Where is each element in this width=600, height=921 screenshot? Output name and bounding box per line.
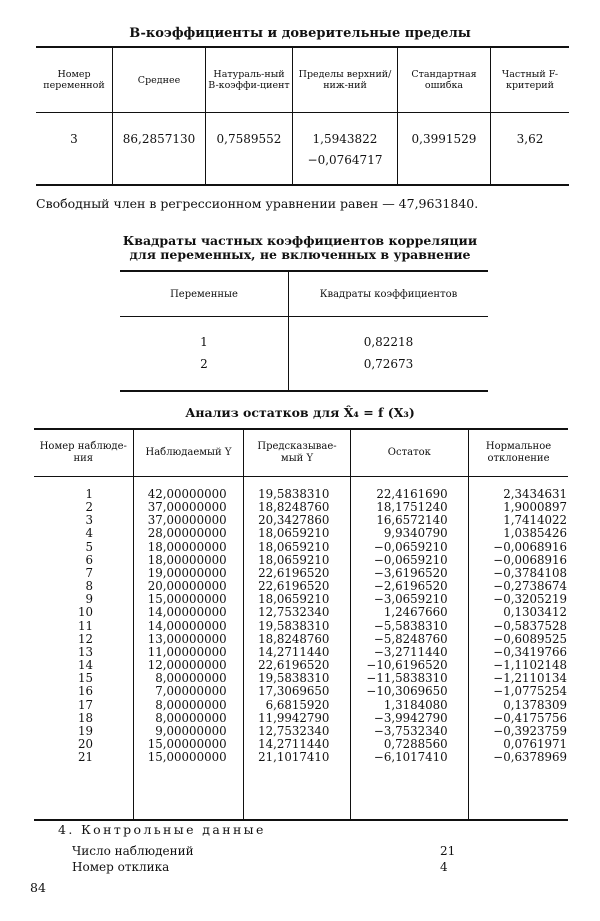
residual-value: −10,3069650 (366, 684, 448, 699)
header-residual: Остаток (350, 429, 468, 477)
observation-value: 17 (77, 697, 93, 712)
col-residual (350, 477, 468, 821)
response-number-value: 4 (440, 860, 448, 874)
residual-value: −0,0659210 (373, 539, 448, 554)
observation-value: 2 (85, 500, 93, 515)
predicted-y-value: 18,0659210 (258, 592, 330, 607)
residual-value: −10,6196520 (366, 658, 448, 673)
observed-y-value: 18,00000000 (147, 539, 227, 554)
observed-y-value: 20,00000000 (147, 579, 227, 594)
cell-mean: 86,2857130 (113, 113, 206, 186)
normal-deviation-value: 0,0761971 (503, 736, 567, 751)
normal-deviation-value: −0,3205219 (493, 592, 567, 607)
observation-value: 15 (77, 671, 93, 686)
col-observation (34, 477, 133, 821)
normal-deviation-value: 1,7414022 (503, 513, 567, 528)
predicted-y-value: 18,8248760 (258, 631, 330, 646)
normal-deviation-value: −1,1102148 (493, 658, 567, 673)
residual-value: 1,2467660 (383, 605, 448, 620)
residual-value: −11,5838310 (366, 671, 448, 686)
table2-title (0, 234, 600, 262)
residual-value: −3,9942790 (373, 710, 448, 725)
observation-value: 4 (85, 526, 93, 541)
observation-value: 21 (77, 750, 93, 765)
predicted-y-value: 22,6196520 (258, 565, 330, 580)
normal-deviation-value: −0,3923759 (493, 723, 567, 738)
obs-count-value: 21 (440, 844, 456, 858)
cell-upper: 1,5943822 (312, 132, 378, 146)
observed-y-value: 37,00000000 (147, 513, 227, 528)
observed-y-value: 9,00000000 (155, 723, 227, 738)
observed-y-value: 15,00000000 (147, 592, 227, 607)
predicted-y-value: 11,9942790 (258, 710, 330, 725)
residual-value: −2,6196520 (373, 579, 448, 594)
free-term-text: Свободный член в регрессионном уравнении равен — 47,9631840. (36, 196, 479, 211)
cell-f-test: 3,62 (491, 113, 570, 186)
predicted-y-value: 14,2711440 (258, 644, 330, 659)
normal-deviation-value: −0,4175756 (493, 710, 567, 725)
observed-y-value: 37,00000000 (147, 500, 227, 515)
table2-title-line1: Квадраты частных коэффициентов корреляции (122, 233, 478, 248)
cell-lower: −0,0764717 (307, 153, 383, 167)
normal-deviation-value: −1,0775254 (493, 684, 567, 699)
observed-y-value: 8,00000000 (155, 671, 227, 686)
header-variable: Номер переменной (36, 47, 113, 113)
observed-y-value: 15,00000000 (147, 750, 227, 765)
normal-deviation-value: 1,0385426 (503, 526, 567, 541)
b-coefficients-table (36, 46, 569, 186)
observation-value: 13 (77, 644, 93, 659)
col-predicted-y (244, 477, 350, 821)
observed-y-value: 8,00000000 (155, 697, 227, 712)
cell-variables (120, 317, 289, 392)
observed-y-value: 18,00000000 (147, 552, 227, 567)
observed-y-value: 14,00000000 (147, 605, 227, 620)
predicted-y-value: 12,7532340 (258, 723, 330, 738)
variable-value: 2 (200, 357, 208, 371)
observation-value: 19 (77, 723, 93, 738)
observation-value: 1 (85, 487, 93, 501)
observation-value: 20 (77, 736, 93, 751)
observed-y-value: 15,00000000 (147, 736, 227, 751)
header-mean: Среднее (113, 47, 206, 113)
predicted-y-value: 18,0659210 (258, 552, 330, 567)
observation-value: 9 (85, 592, 93, 607)
normal-deviation-value: −0,0068916 (493, 539, 567, 554)
header-squares: Квадраты коэффициентов (289, 271, 489, 317)
page-number: 84 (30, 880, 46, 895)
obs-count-label: Число наблюдений (72, 844, 194, 858)
table1-title: B-коэффициенты и доверительные пределы (129, 26, 471, 41)
normal-deviation-value: −0,2738674 (493, 579, 567, 594)
cell-variable: 3 (36, 113, 113, 186)
header-observation: Номер наблюде-ния (34, 429, 133, 477)
observation-value: 12 (77, 631, 93, 646)
normal-deviation-value: −0,5837528 (493, 618, 567, 633)
residual-value: 0,7288560 (383, 736, 448, 751)
header-variables: Переменные (120, 271, 289, 317)
normal-deviation-value: −1,2110134 (493, 671, 567, 686)
observation-value: 18 (77, 710, 93, 725)
predicted-y-value: 18,8248760 (258, 500, 330, 515)
normal-deviation-value: 0,1378309 (503, 697, 567, 712)
variable-value: 1 (200, 335, 208, 349)
predicted-y-value: 14,2711440 (258, 736, 330, 751)
cell-squares (289, 317, 489, 392)
header-limits: Пределы верхний/ниж-ний (293, 47, 398, 113)
observation-value: 14 (77, 658, 93, 673)
cell-std-error: 0,3991529 (398, 113, 491, 186)
observation-value: 6 (85, 552, 93, 567)
header-b-coef: Натураль-ный B-коэффи-циент (206, 47, 293, 113)
response-number-label: Номер отклика (72, 860, 170, 874)
observed-y-value: 42,00000000 (147, 487, 227, 501)
residual-value: −3,0659210 (373, 592, 448, 607)
predicted-y-value: 19,5838310 (258, 487, 330, 501)
predicted-y-value: 18,0659210 (258, 526, 330, 541)
residual-value: 16,6572140 (376, 513, 448, 528)
observation-value: 11 (77, 618, 93, 633)
residual-value: 22,4161690 (376, 487, 448, 501)
square-value: 0,82218 (363, 335, 414, 349)
residual-value: −5,5838310 (373, 618, 448, 633)
residual-value: −3,6196520 (373, 565, 448, 580)
observation-value: 16 (77, 684, 93, 699)
predicted-y-value: 22,6196520 (258, 579, 330, 594)
normal-deviation-value: −0,3784108 (493, 565, 567, 580)
observed-y-value: 13,00000000 (147, 631, 227, 646)
predicted-y-value: 18,0659210 (258, 539, 330, 554)
header-f-test: Частный F-критерий (491, 47, 570, 113)
observation-value: 7 (85, 565, 93, 580)
col-normal-deviation (469, 477, 569, 821)
observed-y-value: 8,00000000 (155, 710, 227, 725)
residual-value: −5,8248760 (373, 631, 448, 646)
observed-y-value: 11,00000000 (147, 644, 227, 659)
residual-value: −0,0659210 (373, 552, 448, 567)
predicted-y-value: 21,1017410 (258, 750, 330, 765)
observation-value: 10 (77, 605, 93, 620)
residual-value: −3,2711440 (373, 644, 448, 659)
cell-limits (293, 113, 398, 186)
table2-title-line2: для переменных, не включенных в уравнение (129, 247, 471, 262)
normal-deviation-value: −0,3419766 (493, 644, 567, 659)
observation-value: 5 (85, 539, 93, 554)
predicted-y-value: 20,3427860 (258, 513, 330, 528)
residual-value: −6,1017410 (373, 750, 448, 765)
predicted-y-value: 12,7532340 (258, 605, 330, 620)
observed-y-value: 14,00000000 (147, 618, 227, 633)
observed-y-value: 19,00000000 (147, 565, 227, 580)
normal-deviation-value: 2,3434631 (503, 487, 567, 501)
residual-value: −3,7532340 (373, 723, 448, 738)
observed-y-value: 28,00000000 (147, 526, 227, 541)
normal-deviation-value: 0,1303412 (503, 605, 567, 620)
normal-deviation-value: −0,6378969 (493, 750, 567, 765)
observation-value: 3 (85, 513, 93, 528)
predicted-y-value: 19,5838310 (258, 618, 330, 633)
residual-value: 1,3184080 (383, 697, 448, 712)
observed-y-value: 12,00000000 (147, 658, 227, 673)
observed-y-value: 7,00000000 (155, 684, 227, 699)
predicted-y-value: 17,3069650 (258, 684, 330, 699)
table-row (36, 113, 569, 186)
square-value: 0,72673 (363, 357, 414, 371)
predicted-y-value: 19,5838310 (258, 671, 330, 686)
header-observed-y: Наблюдаемый Y (133, 429, 244, 477)
residual-value: 9,9340790 (383, 526, 448, 541)
observation-value: 8 (85, 579, 93, 594)
normal-deviation-value: −0,0068916 (493, 552, 567, 567)
residual-analysis-table (34, 428, 568, 821)
residual-value: 18,1751240 (376, 500, 448, 515)
col-observed-y (133, 477, 244, 821)
predicted-y-value: 22,6196520 (258, 658, 330, 673)
predicted-y-value: 6,6815920 (265, 697, 330, 712)
partial-correlation-table (120, 270, 488, 392)
cell-b-coef: 0,7589552 (206, 113, 293, 186)
normal-deviation-value: 1,9000897 (503, 500, 567, 515)
header-std-error: Стандартная ошибка (398, 47, 491, 113)
header-predicted-y: Предсказывае-мый Y (244, 429, 350, 477)
control-heading: 4. Контрольные данные (58, 822, 266, 837)
table3-title: Анализ остатков для X̂₄ = f (X₃) (185, 405, 415, 420)
normal-deviation-value: −0,6089525 (493, 631, 567, 646)
header-normal-deviation: Нормальное отклонение (469, 429, 569, 477)
